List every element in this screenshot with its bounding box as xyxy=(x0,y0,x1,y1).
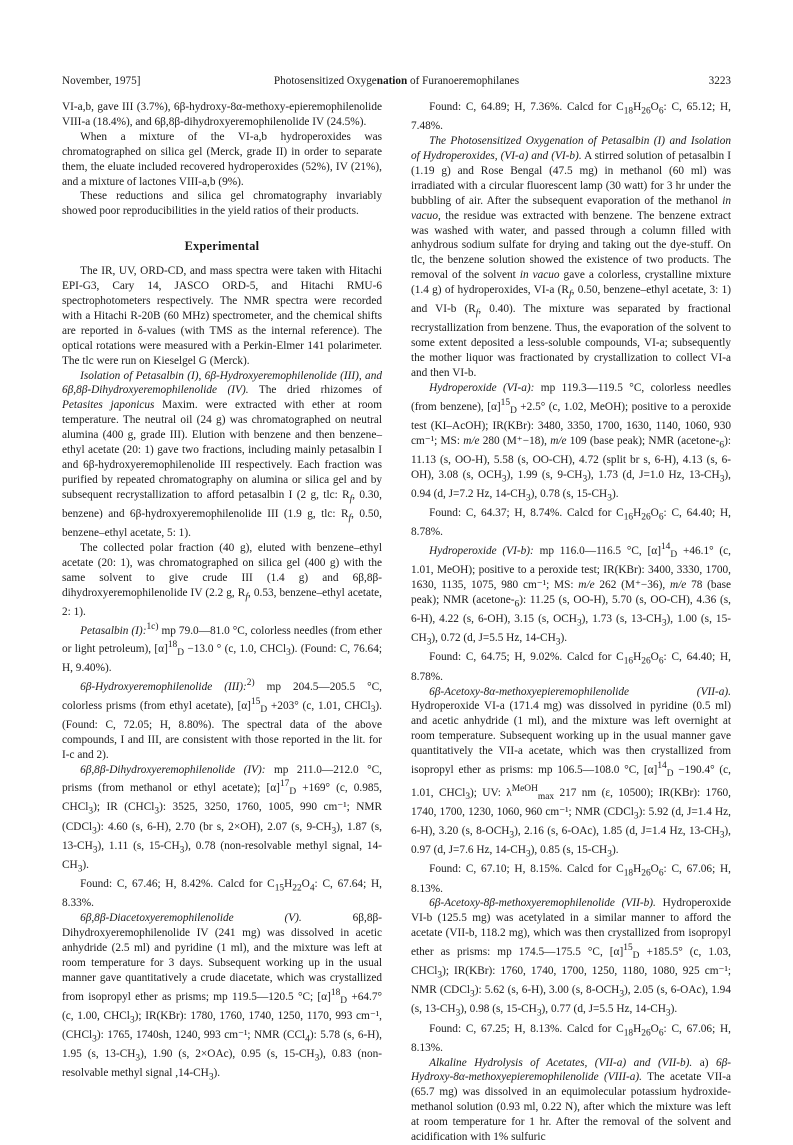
left-column xyxy=(62,100,382,1085)
subscript: 6 xyxy=(658,656,664,667)
paragraph xyxy=(62,911,382,1085)
reference-mark: 2) xyxy=(246,678,255,689)
text-run: ): 11.25 (s, OO-H), 5.70 (s, OO-CH), 4.36 (s, 6-H), 4.22 (s, 6-OH), 3.15 (s, OCH xyxy=(411,593,731,626)
paragraph xyxy=(411,685,731,863)
superscript: 18 xyxy=(330,987,341,998)
subsection-title: Isolation of Petasalbin (I), 6β-Hydroxyeremophilenolide (III), and 6β,8β-Dihydroxyeremophilenolide (IV). xyxy=(62,369,382,397)
subscript: 3 xyxy=(208,1072,214,1083)
text-run: ). xyxy=(670,1003,678,1016)
text-run: −190.4° (c, 1.01, CHCl xyxy=(411,763,731,799)
header-date: November, 1975] xyxy=(62,75,141,87)
subscript: 6 xyxy=(719,440,725,451)
text-run: mp 119.3—119.5 °C, colorless needles (from benzene), [α] xyxy=(411,382,732,413)
subsection-title: 6β-Acetoxy-8α-methoxyepieremophilenolide (VII-a). xyxy=(429,685,731,698)
subscript: D xyxy=(510,405,517,416)
subsection-title: Petasalbin (I): xyxy=(80,624,147,637)
text-run: H xyxy=(633,101,642,113)
subscript: 3 xyxy=(576,618,582,629)
page-number: 3223 xyxy=(708,75,731,87)
subscript: D xyxy=(289,787,297,798)
text-run: 262 (M⁺−36), xyxy=(594,579,670,592)
subscript: f xyxy=(349,494,353,504)
paragraph xyxy=(411,134,731,381)
text-run: The dried rhizomes of xyxy=(248,384,382,397)
text-run: ), 1.90 (s, 2×OAc), 0.95 (s, 15-CH xyxy=(140,1047,315,1060)
subscript: 3 xyxy=(501,474,507,485)
subscript: 18 xyxy=(623,1027,634,1038)
superscript: 15 xyxy=(623,943,633,954)
text-run: ). xyxy=(611,844,619,857)
subscript: 18 xyxy=(623,106,634,117)
text-run: H xyxy=(633,863,642,876)
text-run: A stirred solution of petasalbin I (1.19 g) and Rose Bengal (47.5 mg) in methanol (60 ml) was irradiated with a circular fluorescent lamp (30 watt) for 3 hr under the bubbling of air. After the subsequent evaporation of the methanol xyxy=(411,149,731,207)
text-run: ), 0.85 (s, 15-CH xyxy=(530,844,608,857)
italic-term: m/e xyxy=(550,434,567,447)
text-run: +185.5° (c, 1.03, CHCl xyxy=(411,945,731,978)
subsection-title: Alkaline Hydrolysis of Acetates, (VII-a) and (VII-b). xyxy=(429,1056,693,1069)
superscript: 15 xyxy=(500,397,511,408)
text-run: O xyxy=(650,101,659,113)
text-run: ), 1.73 (d, J=1.0 Hz, 13-CH xyxy=(587,468,720,481)
text-run: : C, 67.06; H, 8.13%. xyxy=(411,1022,731,1054)
text-run: +64.7° (c, 1.00, CHCl xyxy=(62,990,382,1022)
subscript: 3 xyxy=(129,1014,135,1025)
subsection-title: 6β-Hydroxy-8α-methoxyepieremophilenolide (VIII-a). xyxy=(411,1056,731,1084)
subscript: 3 xyxy=(331,825,337,836)
subscript: 3 xyxy=(286,648,291,659)
text-run: O xyxy=(650,507,659,520)
text-run: ); IR(KBr): 1780, 1760, 1740, 1250, 1170, 993 cm⁻¹, (CHCl xyxy=(62,1009,383,1041)
title-part: Photosensitized Oxyge xyxy=(273,75,377,87)
text-run: , 0.30, benzene) and 6β-hydroxyeremophilenolide III (1.9 g, tlc: R xyxy=(62,488,382,520)
paragraph xyxy=(62,676,382,762)
title-part: of Furanoeremophilanes xyxy=(407,75,520,87)
reference-mark: 1c) xyxy=(146,621,159,632)
subscript: D xyxy=(666,769,674,780)
subscript: 3 xyxy=(719,830,725,841)
superscript: MeOH xyxy=(511,783,538,794)
subsection-title: 6β,8β-Dihydroxyeremophilenolide (IV): xyxy=(80,763,266,776)
text-run: O xyxy=(650,863,659,876)
subscript: D xyxy=(632,951,640,962)
text-run: 109 (base peak); NMR (acetone- xyxy=(566,434,720,447)
subscript: 16 xyxy=(623,656,634,667)
text-run: −13.0 ° (c, 1.0, CHCl xyxy=(184,643,287,656)
subscript: 3 xyxy=(555,637,561,648)
italic-term: in vacuo xyxy=(411,194,731,222)
subscript: 3 xyxy=(437,970,443,981)
paragraph: When a mixture of the VI-a,b hydroperoxides was chromatographed on silica gel (Merck, grade II) in order to separate them, the eluate included recovered hydroperoxides (52%), IV (21%), and a mixture of lactones VIII-a,b (9%). xyxy=(62,130,382,188)
text-run: ): 4.60 (s, 6-H), 2.70 (br s, 2×OH), 2.07 (s, 9-CH xyxy=(96,820,332,833)
subscript: 15 xyxy=(274,883,285,894)
paragraph xyxy=(62,877,382,911)
text-run: gave a colorless, crystalline mixture (1.4 g) of hydroperoxides, VI-a (R xyxy=(411,269,731,297)
subscript: D xyxy=(340,995,348,1006)
subscript: 22 xyxy=(292,883,302,894)
subscript: 3 xyxy=(92,1033,97,1044)
subscript: 26 xyxy=(641,1027,651,1038)
text-run: ): 3525, 3250, 1760, 1005, 990 cm⁻¹; NMR (CDCl xyxy=(62,801,382,833)
text-run: mp 204.5—205.5 °C, colorless prisms (from ethyl acetate), [α] xyxy=(62,681,382,712)
text-run: ); UV: λ xyxy=(470,786,512,799)
subscript: 3 xyxy=(470,989,475,1000)
text-run: ). xyxy=(611,488,619,501)
subscript: 6 xyxy=(658,868,664,879)
text-run: ): 5.62 (s, 6-H), 3.00 (s, 8-OCH xyxy=(474,984,620,997)
text-run: ), 1.00 (s, 15-CH xyxy=(411,613,731,645)
paragraph xyxy=(411,381,731,506)
text-run: 280 (M⁺−18), xyxy=(479,434,551,447)
subscript: 3 xyxy=(135,1053,141,1064)
subscript: 18 xyxy=(623,868,634,879)
text-run: Found: C, 67.10; H, 8.15%. Calcd for C xyxy=(429,863,624,876)
subscript: 3 xyxy=(88,806,94,817)
subscript: 3 xyxy=(92,844,98,855)
paragraph xyxy=(411,100,731,134)
subsection-title: 6β-Acetoxy-8β-methoxyeremophilenolide (VII-b). xyxy=(429,897,656,910)
subscript: 4 xyxy=(309,883,315,894)
text-run: : C, 65.12; H, 7.48%. xyxy=(411,101,731,133)
subscript: 3 xyxy=(607,493,612,504)
text-run: ). xyxy=(213,1067,221,1079)
subscript: 3 xyxy=(525,493,531,504)
paragraph xyxy=(62,620,382,677)
subscript: 3 xyxy=(154,806,160,817)
subsection-title: 6β-Hydroxyeremophilenolide (III): xyxy=(80,681,247,694)
species-name: Petasites japonicus xyxy=(62,399,155,412)
subscript: 6 xyxy=(658,512,664,523)
subscript: 3 xyxy=(665,1008,671,1019)
paragraph xyxy=(411,506,731,540)
paragraph xyxy=(411,862,731,896)
subscript: D xyxy=(260,704,268,715)
subscript: 6 xyxy=(514,599,520,610)
text-run: : C, 67.06; H, 8.13%. xyxy=(411,863,731,895)
subsection-title: Hydroperoxide (VI-a): xyxy=(429,382,535,395)
subscript: 3 xyxy=(465,791,471,802)
superscript: 14 xyxy=(657,761,667,772)
subscript: 26 xyxy=(641,106,651,117)
subscript: 6 xyxy=(658,1027,664,1038)
italic-term: m/e xyxy=(578,579,595,592)
text-run: ): 5.78 (s, 6-H), 1.95 (s, 13-CH xyxy=(62,1028,382,1060)
subscript: 3 xyxy=(661,618,667,629)
text-run: , 0.40). The mixture was separated by fractional recrystallization from benzene. Thus, the evaporation of the solvent to some extent deposited a less-soluble compounds, VI-a; subsequently the mother liquor was fractionated by crystallization to collect VI-a and then VI-b. xyxy=(411,303,731,380)
subscript: f xyxy=(475,308,479,319)
text-run: ); IR(KBr): 1760, 1740, 1700, 1250, 1180, 1080, 925 cm⁻¹; NMR (CDCl xyxy=(411,965,731,997)
running-title xyxy=(62,75,731,87)
subscript: 3 xyxy=(426,637,432,648)
text-run: ), 0.77 (d, J=5.5 Hz, 14-CH xyxy=(541,1003,666,1016)
text-run: , 0.50, benzene–ethyl acetate, 3: 1) and VI-b (R xyxy=(411,284,731,316)
text-run: Hydroperoxide VI-a (171.4 mg) was dissolved in pyridine (0.5 ml) and acetic anhydride (1 ml), and the mixture was left overnight at room temperature. Subsequent working up in the usual manner gave quantitatively the VII-a acetate, which was then crystallized from isopropyl ether as prisms: mp 106.5—108.0 °C, [α] xyxy=(411,700,731,776)
subscript: 3 xyxy=(370,704,376,715)
text-run: ), 1.73 (s, 13-CH xyxy=(581,613,662,626)
italic-term: in vacuo xyxy=(519,269,560,282)
text-run: +203° (c, 1.01, CHCl xyxy=(267,699,371,712)
subscript: D xyxy=(177,648,185,659)
subscript: max xyxy=(537,791,555,802)
paragraph xyxy=(411,540,731,650)
paragraph xyxy=(62,369,382,541)
text-run: ), 1.99 (s, 9-CH xyxy=(506,468,583,481)
superscript: 15 xyxy=(250,696,261,707)
subscript: f xyxy=(348,513,352,524)
paragraph xyxy=(411,1056,731,1145)
text-run: Found: C, 67.25; H, 8.13%. Calcd for C xyxy=(429,1022,624,1035)
text-run: Found: C, 64.75; H, 9.02%. Calcd for C xyxy=(429,651,624,664)
text-run: : C, 64.40; H, 8.78%. xyxy=(411,507,731,539)
superscript: 17 xyxy=(279,779,290,790)
text-run: mp 79.0—81.0 °C, colorless needles (from ether or light petroleum), [α] xyxy=(62,624,382,656)
text-run: ), 2.05 (s, 6-OAc), 1.94 (s, 13-CH xyxy=(411,984,731,1016)
text-run: O xyxy=(650,1022,659,1035)
text-run: ), 0.94 (d, J=7.2 Hz, 14-CH xyxy=(411,468,731,501)
running-header xyxy=(62,74,731,88)
subscript: 3 xyxy=(619,989,625,1000)
subscript: 3 xyxy=(633,811,639,822)
text-run: H xyxy=(284,878,293,891)
subsection-title: The Photosensitized Oxygenation of Petasalbin (I) and Isolation of Hydroperoxides, (VI-a) and (VI-b). xyxy=(411,135,731,162)
text-run: ), 0.97 (d, J=7.6 Hz, 14-CH xyxy=(411,825,731,857)
text-run: ). (Found: C, 76.64; H, 9.40%). xyxy=(62,643,382,675)
subscript: 4 xyxy=(305,1033,310,1044)
subscript: 3 xyxy=(582,474,588,485)
text-run: ), 0.78 (non-resolvable methyl signal, 14-CH xyxy=(62,839,382,871)
text-run: The collected polar fraction (40 g), eluted with benzene–ethyl acetate (20: 1), was chromatographed on silica gel (400 g) with the same solvent to give crude III (1.4 g) and 6β,8β-dihydroxyeremophilenolide IV (2.2 g, R xyxy=(62,541,382,599)
text-run: 78 (base peak); NMR (acetone- xyxy=(411,579,731,606)
text-run: a) xyxy=(692,1056,716,1069)
paragraph: VI-a,b, gave III (3.7%), 6β-hydroxy-8α-methoxy-epieremophilenolide VIII-a (18.4%), and 6β,8β-dihydroxyeremophilenolide IV (24.5%). xyxy=(62,101,382,128)
superscript: 14 xyxy=(660,542,671,553)
text-run: The acetate VII-a (65.7 mg) was dissolved in an equimolecular potassium hydroxide-methanol solution (0.93 ml, 0.22 N), after which the mixture was left at room temperature for 1 hr. After the removal of the solvent and acidification with 1% sulfuric xyxy=(411,1071,732,1144)
text-run: ). xyxy=(82,858,89,871)
paragraph xyxy=(62,541,382,620)
text-run: ): 1765, 1740sh, 1240, 993 cm⁻¹; NMR (CCl xyxy=(96,1028,306,1041)
subscript: 26 xyxy=(641,512,651,523)
text-run: Found: C, 64.89; H, 7.36%. Calcd for C xyxy=(429,101,624,113)
subsection-title: Hydroperoxide (VI-b): xyxy=(429,545,534,557)
superscript: 18 xyxy=(167,640,178,651)
text-run: +46.1° (c, 1.01, MeOH); positive to a peroxide test; IR(KBr): 3400, 3330, 1700, 1630, 1135, 1075, 980 cm⁻¹; MS: xyxy=(411,545,731,592)
text-run: ). (Found: C, 72.05; H, 8.80%). The spectral data of the above compounds, I and III, are consistent with those reported in the lit. for I-c and 2). xyxy=(62,699,382,761)
subscript: f xyxy=(245,591,248,602)
section-heading: Experimental xyxy=(184,239,260,254)
text-run: H xyxy=(633,651,642,664)
subscript: 3 xyxy=(607,849,612,860)
subscript: 3 xyxy=(536,1008,542,1019)
subsection-title: 6β,8β-Diacetoxyeremophilenolide (V). xyxy=(80,912,302,925)
subscript: 3 xyxy=(179,844,185,855)
paragraph xyxy=(411,896,731,1021)
subscript: 6 xyxy=(658,106,664,117)
text-run: ), 0.72 (d, J=5.5 Hz, 14-CH xyxy=(431,632,556,645)
text-run: ), 1.87 (s, 13-CH xyxy=(62,820,382,852)
text-run: ). xyxy=(560,632,568,645)
right-column xyxy=(411,100,731,1145)
text-run: , 0.53, benzene–ethyl acetate, 2: 1). xyxy=(62,586,382,618)
text-run: 6β,8β-Dihydroxyeremophilenolide IV (241 mg) was dissolved in acetic anhydride (2.5 ml) and pyridine (1 ml), and the mixture was left at room temperature for 3 days. Subsequent working up in the usual manner gave quantitatively a crude diacetate, which was crystallized from isopropyl ether as prisms; mp 119.5—120.5 °C; [α] xyxy=(62,912,383,1003)
text-run: Found: C, 64.37; H, 8.74%. Calcd for C xyxy=(429,507,624,520)
text-run: ): 5.92 (d, J=1.4 Hz, 6-H), 3.20 (s, 8-OCH xyxy=(411,805,731,838)
title-part-bold: nation xyxy=(376,75,408,87)
text-run: Maxim. were extracted with ether at room temperature. The neutral oil (24 g) was chromatographed on neutral alumina (400 g, grade III). Elution with benzene and then benzene–ethyl acetate (20: 1) gave two fractions, including mainly petasalbin I and 6β-hydroxyeremophilenolide III respectively. Each fraction was purified by repeated chromatography on alumina or silica gel and by subsequent recrystallization to afford petasalbin I (2 g, tlc: R xyxy=(62,399,382,501)
subscript: 3 xyxy=(525,849,531,860)
text-run: H xyxy=(633,1022,642,1035)
text-run: mp 116.0—116.5 °C, [α] xyxy=(533,545,661,557)
subscript: 26 xyxy=(641,868,651,879)
text-run: ), 0.78 (s, 15-CH xyxy=(530,488,608,501)
text-run: : C, 64.40; H, 8.78%. xyxy=(411,651,731,683)
subscript: 3 xyxy=(455,1008,461,1019)
text-run: ), 0.83 (non-resolvable methyl signal ,14-CH xyxy=(62,1047,382,1079)
text-run: ); IR (CHCl xyxy=(93,801,155,814)
text-run: : C, 67.64; H, 8.33%. xyxy=(62,878,382,910)
text-run: ), 2.16 (s, 6-OAc), 1.85 (d, J=1.4 Hz, 13-CH xyxy=(514,825,720,838)
text-run: Found: C, 67.46; H, 8.42%. Calcd for C xyxy=(80,878,275,891)
subscript: 26 xyxy=(641,656,651,667)
subscript: f xyxy=(568,289,572,300)
subscript: 16 xyxy=(623,512,634,523)
subscript: 3 xyxy=(509,830,515,841)
paragraph: The IR, UV, ORD-CD, and mass spectra were taken with Hitachi EPI-G3, Cary 14, JASCO ORD-5, and Hitachi RMU-6 spectrophotometers respectively. The NMR spectra were recorded with a Hitachi R-20B (60 MHz) spectrometer, and the chemical shifts are reported in δ-values (with TMS as the internal reference). The optical rotations were measured with a Perkin-Elmer 141 polarimeter. The tlc were run on Kieselgel G (Merck). xyxy=(62,265,382,367)
text-run: H xyxy=(633,507,642,520)
text-run: ), 0.98 (s, 15-CH xyxy=(460,1003,537,1016)
text-run: O xyxy=(650,651,659,664)
text-run: ), 1.11 (s, 15-CH xyxy=(97,839,180,852)
text-run: , 0.50, benzene–ethyl acetate, 5: 1). xyxy=(62,507,382,540)
text-run: , the residue was extracted with benzene. The benzene extract was washed with water, and passed through a column filled with anhydrous sodium sulfate for drying and taking out the dye-stuff. On tlc, the benzene solution showed the existence of two products. The removal of the solvent xyxy=(411,209,731,282)
subscript: D xyxy=(670,550,678,561)
paragraph xyxy=(411,1022,731,1056)
subscript: 3 xyxy=(77,864,83,875)
text-run: +169° (c, 0.985, CHCl xyxy=(62,782,382,814)
text-run: Hydroperoxide VI-b (125.5 mg) was acetylated in a similar manner to afford the acetate (VII-b, 118.2 mg), which was then crystallized from isopropyl ether as prisms: mp 174.5—175.5 °C, [α] xyxy=(411,897,731,958)
paragraph xyxy=(62,763,382,877)
paragraph: These reductions and silica gel chromatography invariably showed poor reproducibilities in the yield ratios of their products. xyxy=(62,190,382,218)
text-run: O xyxy=(301,878,310,891)
subscript: 3 xyxy=(314,1053,320,1064)
text-run: ): 11.13 (s, OO-H), 5.58 (s, OO-CH), 4.72 (split br s, 6-H), 4.13 (s, 6-OH), 3.08 (s, OCH xyxy=(411,434,731,481)
paragraph xyxy=(411,650,731,684)
italic-term: m/e xyxy=(669,579,687,592)
text-run: +2.5° (c, 1.02, MeOH); positive to a peroxide test (KI–AcOH); IR(KBr): 3480, 3350, 1700, 1630, 1140, 1060, 930 cm⁻¹; MS: xyxy=(411,400,732,447)
text-run: mp 211.0—212.0 °C, prisms (from methanol or ethyl acetate); [α] xyxy=(62,763,383,795)
text-run: 217 nm (ε, 10500); IR(KBr): 1760, 1740, 1700, 1230, 1060, 960 cm⁻¹; NMR (CDCl xyxy=(411,786,731,818)
italic-term: m/e xyxy=(463,434,480,447)
subscript: 3 xyxy=(719,474,725,485)
subscript: 3 xyxy=(92,825,97,836)
